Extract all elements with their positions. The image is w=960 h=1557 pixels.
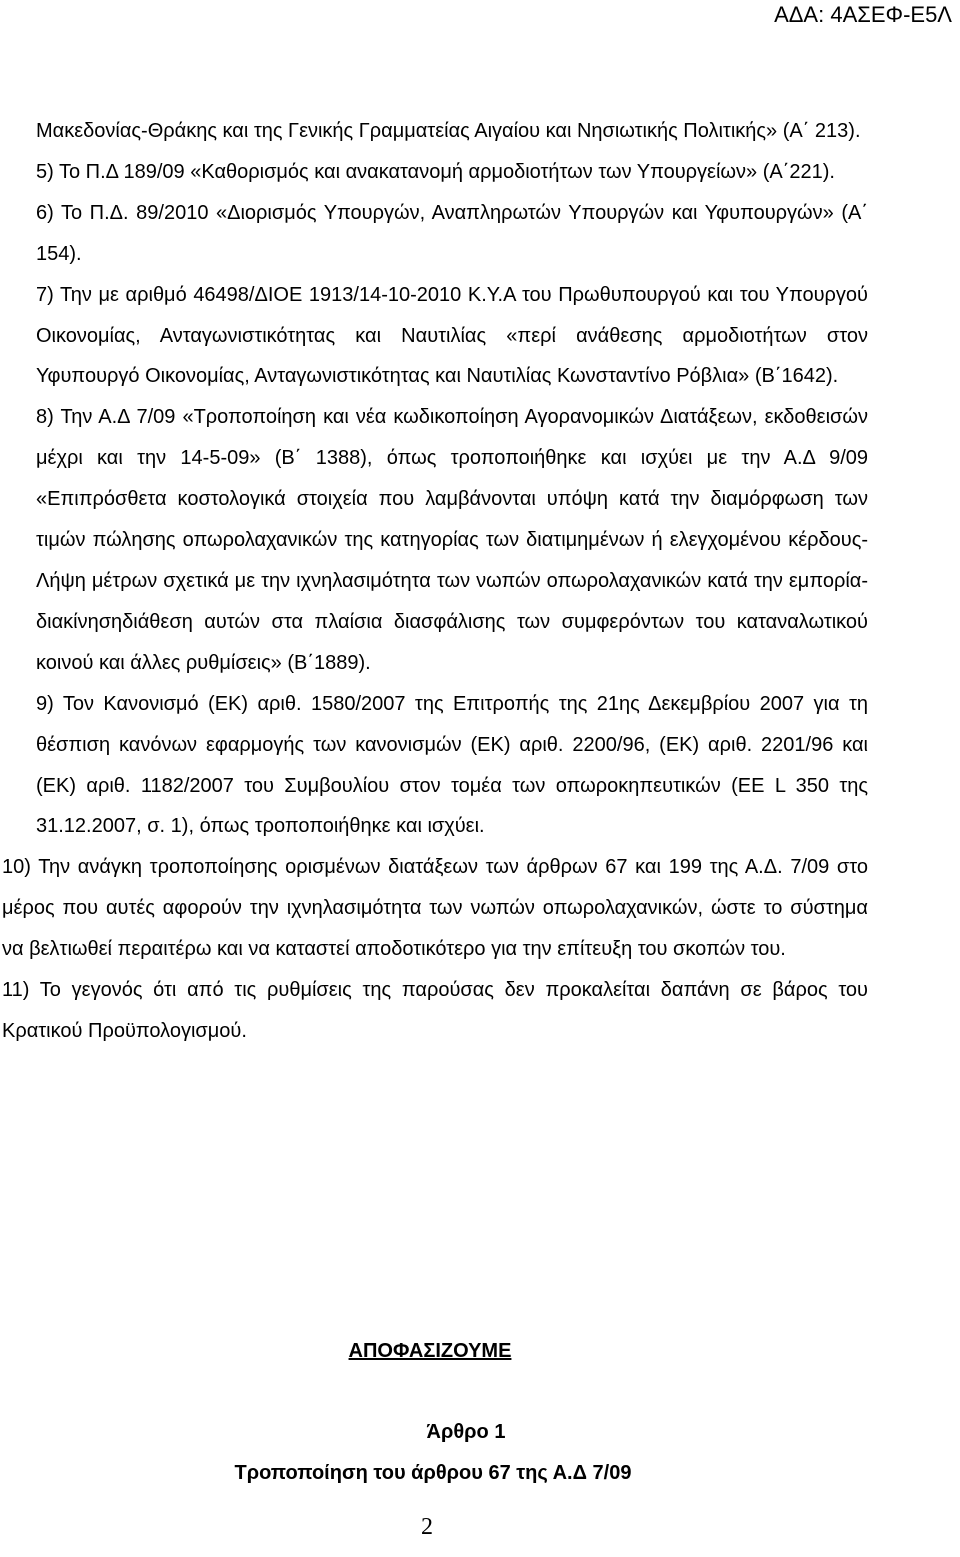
article-heading: Άρθρο 1 [426,1421,506,1443]
paragraph-item-10: 10) Την ανάγκη τροποποίησης ορισμένων διατάξεων των άρθρων 67 και 199 της Α.Δ. 7/09 στο μέρος που αυτές αφορούν την ιχνηλασιμότητα των νωπών οπωρολαχανικών, ώστε το σύστημα να βελτιωθεί περαιτέρω και να καταστεί αποδοτικότερο για την επίτευξη του σκοπών του. [2,856,868,961]
document-body [2,111,868,1052]
paragraph-item-5: 5) Το Π.Δ 189/09 «Καθορισμός και ανακατανομή αρμοδιοτήτων των Υπουργείων» (Α΄221). [36,160,835,183]
paragraph-item-9: 9) Τον Κανονισμό (ΕΚ) αριθ. 1580/2007 της Επιτροπής της 21ης Δεκεμβρίου 2007 για τη θέσπιση κανόνων εφαρμογής των κανονισμών (ΕΚ) αριθ. 2200/96, (ΕΚ) αριθ. 2201/96 και (ΕΚ) αριθ. 1182/2007 του Συμβουλίου στον τομέα των οπωροκηπευτικών (ΕΕ L 350 της 31.12.2007, σ. 1), όπως τροποποιήθηκε και ισχύει. [36,692,868,838]
paragraph-continuation: Μακεδονίας-Θράκης και της Γενικής Γραμματείας Αιγαίου και Νησιωτικής Πολιτικής» (Α΄ 213). [36,120,861,142]
page-number: 2 [421,1514,433,1540]
paragraph-item-11: 11) Το γεγονός ότι από τις ρυθμίσεις της παρούσας δεν προκαλείται δαπάνη σε βάρος του Κρατικού Προϋπολογισμού. [2,979,868,1042]
article-subheading: Τροποποίηση του άρθρου 67 της Α.Δ 7/09 [234,1462,632,1484]
decision-heading: ΑΠΟΦΑΣΙΖΟΥΜΕ [348,1340,512,1362]
paragraph-item-8: 8) Την Α.Δ 7/09 «Τροποποίηση και νέα κωδικοποίηση Αγορανομικών Διατάξεων, εκδοθεισών μέχρι και την 14-5-09» (Β΄ 1388), όπως τροποποιήθηκε και ισχύει με την Α.Δ 9/09 «Επιπρόσθετα κοστολογικά στοιχεία που λαμβάνονται υπόψη κατά την διαμόρφωση των τιμών πώλησης οπωρολαχανικών της κατηγορίας των διατιμημένων ή ελεγχομένου κέρδους- Λήψη μέτρων σχετικά με την ιχνηλασιμότητα των νωπών οπωρολαχανικών κατά την εμπορία- διακίνησηδιάθεση αυτών στα πλαίσια διασφάλισης των συμφερόντων του καταναλωτικού κοινού και άλλες ρυθμίσεις» (Β΄1889). [36,406,868,674]
document-code: ΑΔΑ: 4ΑΣΕΦ-Ε5Λ [774,2,952,27]
paragraph-item-6: 6) Το Π.Δ. 89/2010 «Διορισμός Υπουργών, Αναπληρωτών Υπουργών και Υφυπουργών» (Α΄ 154). [36,201,868,265]
paragraph-item-7: 7) Την με αριθμό 46498/ΔΙΟΕ 1913/14-10-2010 Κ.Υ.Α του Πρωθυπουργού και του Υπουργού Οικονομίας, Ανταγωνιστικότητας και Ναυτιλίας «περί ανάθεσης αρμοδιοτήτων στον Υφυπουργό Οικονομίας, Ανταγωνιστικότητας και Ναυτιλίας Κωνσταντίνο Ρόβλια» (Β΄1642). [36,283,868,388]
